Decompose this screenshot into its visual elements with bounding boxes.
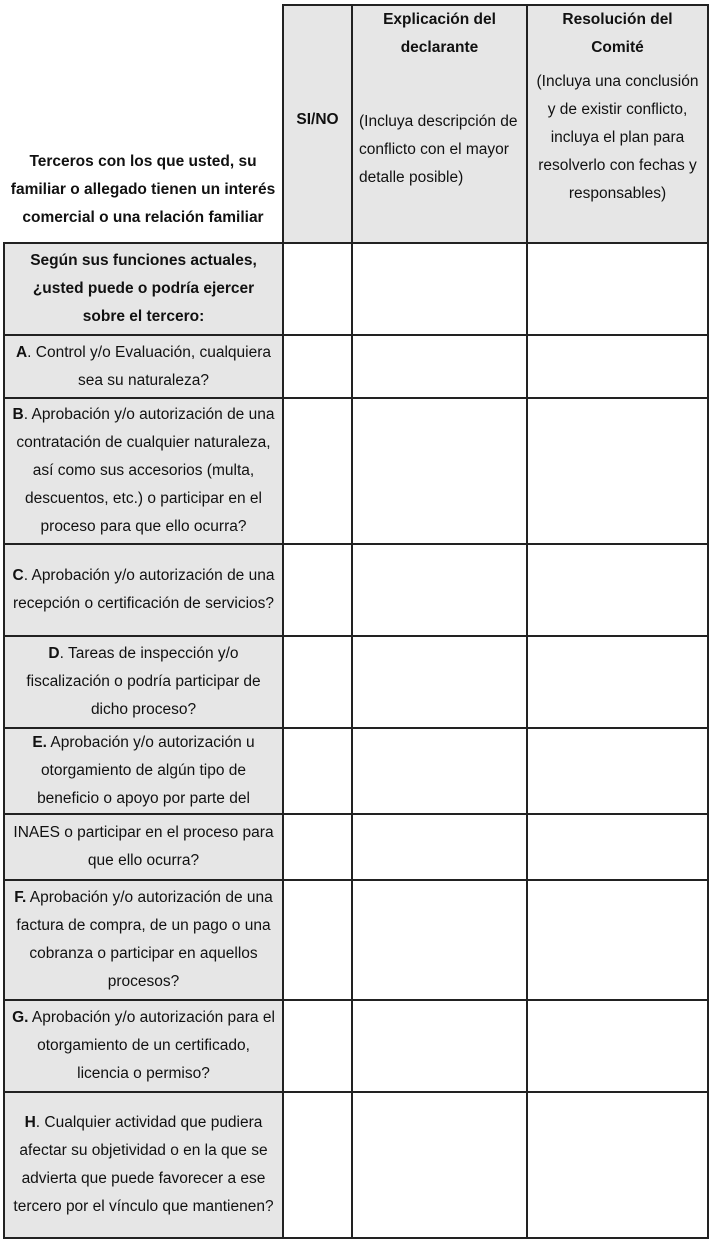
question-letter: H bbox=[24, 1114, 36, 1131]
question-cell bbox=[4, 636, 283, 728]
question-text: INAES o participar en el proceso para que ello ocurra? bbox=[13, 824, 274, 869]
resolucion-cell[interactable] bbox=[527, 1000, 708, 1092]
header-explicacion-note: (Incluya descripción de conflicto con el mayor detalle posible) bbox=[359, 113, 518, 186]
question-letter: F. bbox=[14, 889, 27, 906]
table-row bbox=[4, 728, 708, 814]
si-no-cell[interactable] bbox=[283, 814, 352, 880]
si-no-cell[interactable] bbox=[283, 1000, 352, 1092]
question-cell bbox=[4, 335, 283, 398]
table-row bbox=[4, 1000, 708, 1092]
question-cell bbox=[4, 880, 283, 1000]
question-text: . Aprobación y/o autorización de una contratación de cualquier naturaleza, así como sus accesorios (multa, descuentos, etc.) o participar en el proceso para que ello ocurra? bbox=[16, 406, 275, 535]
header-si-no: SI/NO bbox=[283, 5, 352, 243]
resolucion-cell[interactable] bbox=[527, 243, 708, 335]
question-cell bbox=[4, 398, 283, 544]
header-explicacion bbox=[352, 5, 527, 243]
explicacion-cell[interactable] bbox=[352, 1000, 527, 1092]
question-text: Aprobación y/o autorización para el otorgamiento de un certificado, licencia o permiso? bbox=[28, 1009, 275, 1082]
question-text: . Cualquier actividad que pudiera afectar su objetividad o en la que se advierta que puede favorecer a ese tercero por el vínculo que mantienen? bbox=[13, 1114, 274, 1215]
question-letter: B bbox=[12, 406, 24, 423]
table-row bbox=[4, 880, 708, 1000]
resolucion-cell[interactable] bbox=[527, 544, 708, 636]
resolucion-cell[interactable] bbox=[527, 814, 708, 880]
question-cell bbox=[4, 243, 283, 335]
resolucion-cell[interactable] bbox=[527, 880, 708, 1000]
table-row bbox=[4, 1092, 708, 1238]
header-resolucion-title: Resolución del Comité bbox=[562, 11, 673, 56]
question-cell bbox=[4, 1000, 283, 1092]
question-text: . Control y/o Evaluación, cualquiera sea su naturaleza? bbox=[27, 343, 272, 389]
explicacion-cell[interactable] bbox=[352, 636, 527, 728]
si-no-cell[interactable] bbox=[283, 544, 352, 636]
si-no-cell[interactable] bbox=[283, 728, 352, 814]
table-row bbox=[4, 544, 708, 636]
question-letter: A bbox=[15, 343, 28, 361]
explicacion-cell[interactable] bbox=[352, 880, 527, 1000]
table-row bbox=[4, 636, 708, 728]
header-row bbox=[4, 5, 708, 243]
si-no-cell[interactable] bbox=[283, 335, 352, 398]
explicacion-cell[interactable] bbox=[352, 1092, 527, 1238]
resolucion-cell[interactable] bbox=[527, 636, 708, 728]
si-no-cell[interactable] bbox=[283, 1092, 352, 1238]
explicacion-cell[interactable] bbox=[352, 398, 527, 544]
question-letter: E. bbox=[32, 734, 47, 751]
question-text: Aprobación y/o autorización de una factura de compra, de un pago o una cobranza o participar en aquellos procesos? bbox=[16, 889, 273, 990]
resolucion-cell[interactable] bbox=[527, 398, 708, 544]
explicacion-cell[interactable] bbox=[352, 544, 527, 636]
explicacion-cell[interactable] bbox=[352, 243, 527, 335]
si-no-cell[interactable] bbox=[283, 243, 352, 335]
table-row bbox=[4, 814, 708, 880]
table-row bbox=[4, 335, 708, 398]
table-row bbox=[4, 243, 708, 335]
si-no-cell[interactable] bbox=[283, 636, 352, 728]
explicacion-cell[interactable] bbox=[352, 728, 527, 814]
question-text: Aprobación y/o autorización u otorgamiento de algún tipo de beneficio o apoyo por parte del bbox=[37, 734, 255, 807]
si-no-cell[interactable] bbox=[283, 398, 352, 544]
conflict-declaration-table bbox=[3, 4, 709, 1239]
question-text: Según sus funciones actuales, ¿usted puede o podría ejercer sobre el tercero: bbox=[30, 252, 257, 325]
question-cell bbox=[4, 814, 283, 880]
table-row bbox=[4, 398, 708, 544]
question-letter: C bbox=[12, 567, 24, 584]
resolucion-cell[interactable] bbox=[527, 1092, 708, 1238]
explicacion-cell[interactable] bbox=[352, 814, 527, 880]
resolucion-cell[interactable] bbox=[527, 728, 708, 814]
question-letter: D bbox=[48, 645, 60, 662]
question-text: . Aprobación y/o autorización de una recepción o certificación de servicios? bbox=[12, 567, 275, 612]
question-cell bbox=[4, 728, 283, 814]
header-terceros: Terceros con los que usted, su familiar o allegado tienen un interés comercial o una relación familiar bbox=[4, 5, 283, 243]
question-text: . Tareas de inspección y/o fiscalización o podría participar de dicho proceso? bbox=[26, 645, 261, 718]
explicacion-cell[interactable] bbox=[352, 335, 527, 398]
question-cell bbox=[4, 544, 283, 636]
question-letter: G. bbox=[12, 1009, 29, 1026]
header-resolucion bbox=[527, 5, 708, 243]
si-no-cell[interactable] bbox=[283, 880, 352, 1000]
resolucion-cell[interactable] bbox=[527, 335, 708, 398]
question-cell bbox=[4, 1092, 283, 1238]
header-explicacion-title: Explicación del declarante bbox=[383, 11, 496, 56]
header-resolucion-note: (Incluya una conclusión y de existir conflicto, incluya el plan para resolverlo con fechas y responsables) bbox=[536, 73, 699, 202]
